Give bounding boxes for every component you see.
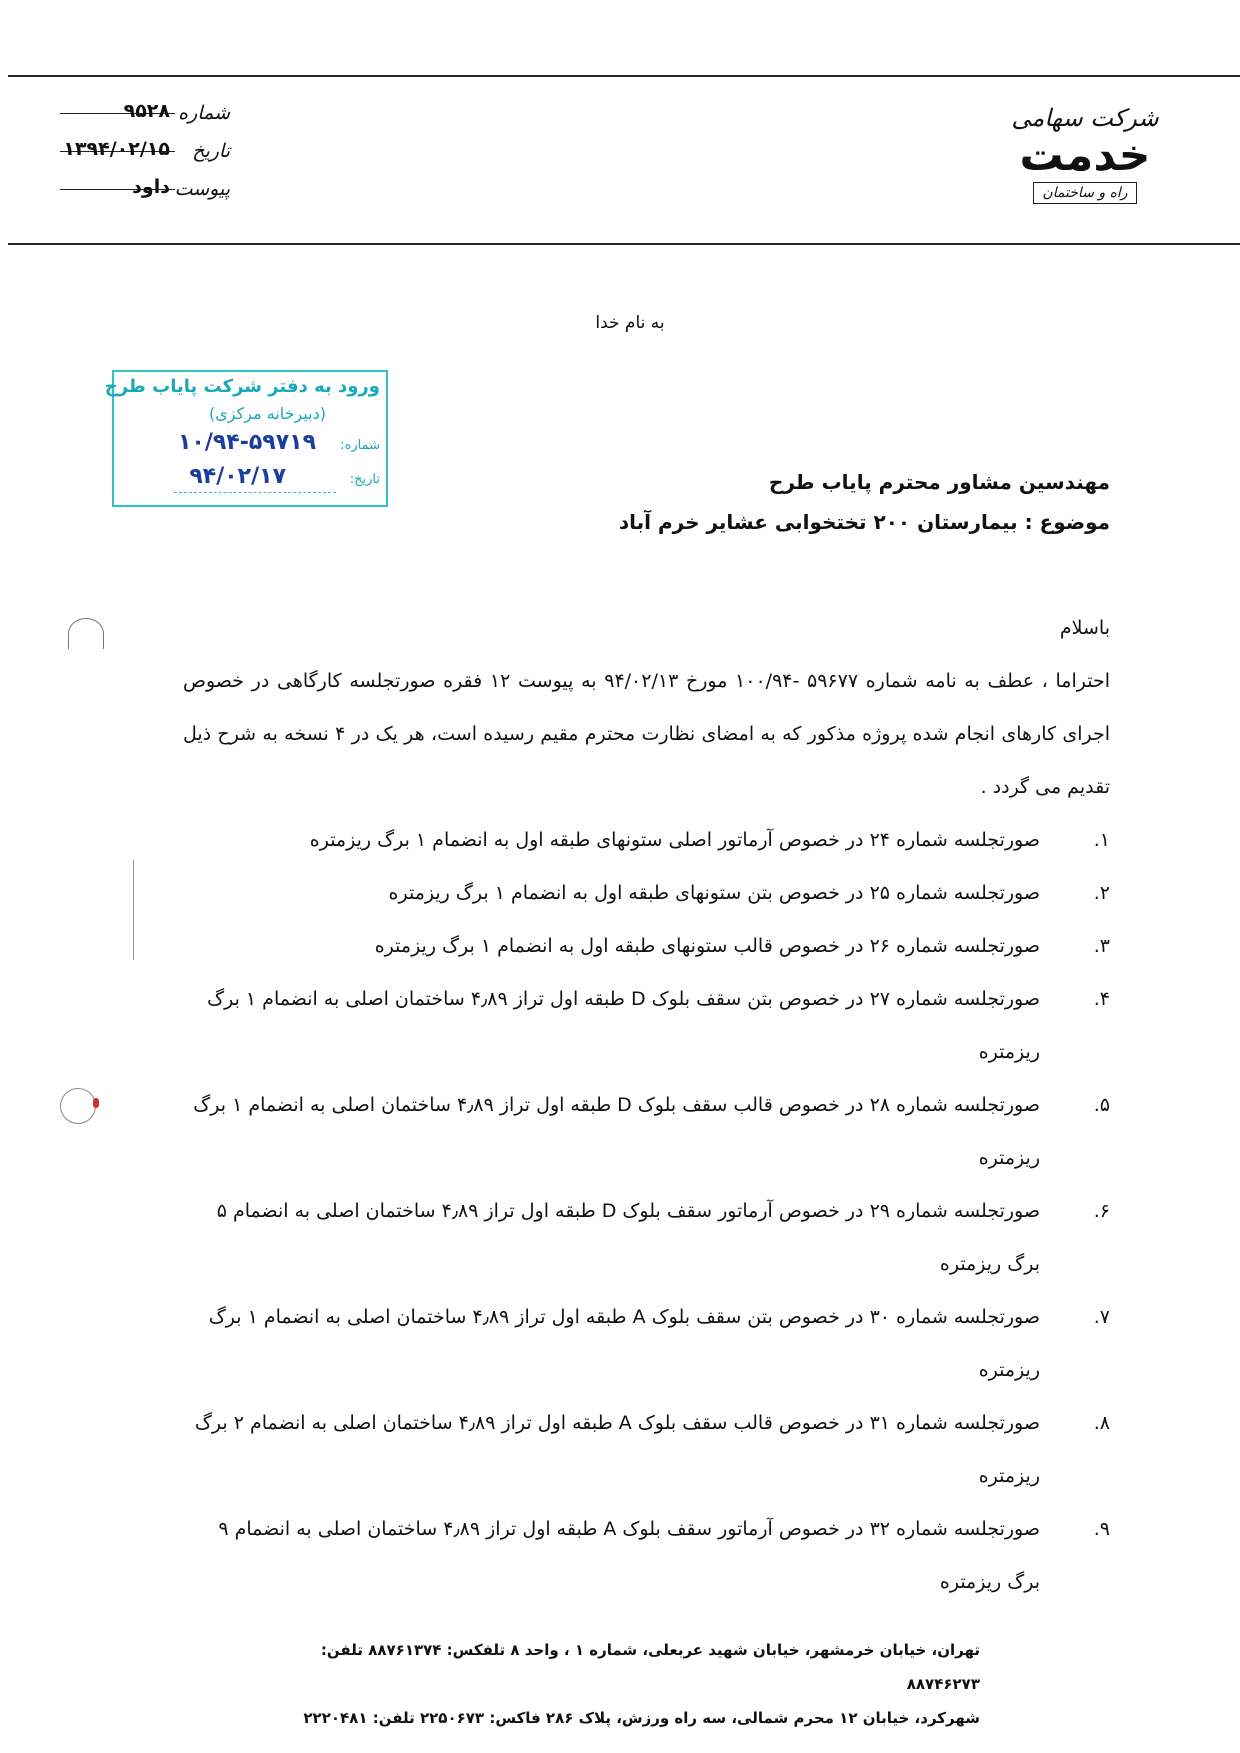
- minutes-list: [183, 814, 1110, 1609]
- list-item-number: .۷: [1093, 1306, 1110, 1328]
- meta-attachment-label: پیوست: [174, 178, 230, 200]
- salutation: باسلام: [1059, 617, 1110, 639]
- list-item: [183, 867, 1110, 920]
- list-item: [183, 1503, 1110, 1609]
- letter-meta: [60, 100, 240, 214]
- ink-mark: [93, 1098, 99, 1108]
- list-item-number: .۵: [1093, 1094, 1110, 1116]
- list-item: [183, 1397, 1110, 1503]
- meta-number-row: [60, 100, 240, 138]
- meta-number-value: ۹۵۲۸: [123, 100, 170, 122]
- stamp-title: ورود به دفتر شرکت پایاب طرح: [104, 376, 380, 397]
- list-item: [183, 814, 1110, 867]
- list-item: [183, 920, 1110, 973]
- list-item-number: .۹: [1093, 1518, 1110, 1540]
- stamp-subtitle: (دبیرخانه مرکزی): [209, 404, 326, 423]
- meta-date-value: ۱۳۹۴/۰۲/۱۵: [63, 138, 170, 160]
- punch-hole-mark: [60, 1088, 96, 1124]
- addressee: مهندسین مشاور محترم پایاب طرح: [768, 470, 1110, 494]
- stamp-number-label: شماره:: [340, 438, 380, 453]
- company-logo: [1005, 100, 1165, 230]
- list-item-text: صورتجلسه شماره ۲۵ در خصوص بتن ستونهای طبقه اول به انضمام ۱ برگ ریزمتره: [388, 882, 1040, 904]
- company-brand: خدمت: [1019, 130, 1151, 181]
- list-item-text: صورتجلسه شماره ۳۰ در خصوص بتن سقف بلوک A طبقه اول تراز ۴٫۸۹ ساختمان اصلی به انضمام ۱ برگ ریزمتره: [208, 1306, 1040, 1381]
- stamp-number-value: ۱۰/۹۴-۵۹۷۱۹: [177, 430, 316, 455]
- list-item-number: .۴: [1093, 988, 1110, 1010]
- meta-date-row: [60, 138, 240, 176]
- margin-line: [133, 860, 134, 960]
- list-item: [183, 1079, 1110, 1185]
- footer-shahrekord-address: شهرکرد، خیابان ۱۲ محرم شمالی، سه راه ورزش، پلاک ۲۸۶ فاکس: ۲۲۵۰۶۷۳ تلفن: ۲۲۲۰۴۸۱: [303, 1709, 980, 1727]
- list-item-text: صورتجلسه شماره ۲۸ در خصوص قالب سقف بلوک D طبقه اول تراز ۴٫۸۹ ساختمان اصلی به انضمام ۱ برگ ریزمتره: [193, 1094, 1040, 1169]
- subject-line: موضوع : بیمارستان ۲۰۰ تختخوابی عشایر خرم آباد: [618, 510, 1110, 534]
- header-bottom-rule: [8, 243, 1240, 245]
- meta-number-label: شماره: [178, 102, 230, 124]
- meta-attachment-value: داود: [132, 176, 170, 198]
- stamp-date-value: ۹۴/۰۲/۱۷: [189, 464, 286, 489]
- company-division: راه و ساختمان: [1033, 182, 1136, 204]
- basmala: به نام خدا: [595, 313, 665, 333]
- stamp-underline: [174, 492, 336, 493]
- list-item-number: .۲: [1093, 882, 1110, 904]
- company-name: شرکت سهامی: [1011, 104, 1159, 132]
- punch-hole-mark: [68, 618, 104, 649]
- list-item-text: صورتجلسه شماره ۳۲ در خصوص آرماتور سقف بلوک A طبقه اول تراز ۴٫۸۹ ساختمان اصلی به انضمام ۹ برگ ریزمتره: [218, 1518, 1040, 1593]
- list-item-text: صورتجلسه شماره ۲۷ در خصوص بتن سقف بلوک D طبقه اول تراز ۴٫۸۹ ساختمان اصلی به انضمام ۱ برگ ریزمتره: [207, 988, 1040, 1063]
- list-item-text: صورتجلسه شماره ۲۴ در خصوص آرماتور اصلی ستونهای طبقه اول به انضمام ۱ برگ ریزمتره: [309, 829, 1040, 851]
- list-item-number: .۸: [1093, 1412, 1110, 1434]
- footer-tehran-address: تهران، خیابان خرمشهر، خیابان شهید عربعلی، شماره ۱ ، واحد ۸ تلفکس: ۸۸۷۶۱۳۷۴ تلفن: ۸۸۷۴۶۲۷۳: [320, 1641, 980, 1693]
- list-item-text: صورتجلسه شماره ۲۶ در خصوص قالب ستونهای طبقه اول به انضمام ۱ برگ ریزمتره: [374, 935, 1040, 957]
- list-item-number: .۱: [1093, 829, 1110, 851]
- list-item: [183, 973, 1110, 1079]
- list-item-number: .۳: [1093, 935, 1110, 957]
- list-item-number: .۶: [1093, 1200, 1110, 1222]
- header-top-rule: [8, 75, 1240, 77]
- stamp-date-label: تاریخ:: [349, 472, 380, 487]
- meta-attachment-row: [60, 176, 240, 214]
- list-item-text: صورتجلسه شماره ۲۹ در خصوص آرماتور سقف بلوک D طبقه اول تراز ۴٫۸۹ ساختمان اصلی به انضمام ۵ برگ ریزمتره: [216, 1200, 1040, 1275]
- letter-footer: [260, 1633, 980, 1735]
- list-item: [183, 1185, 1110, 1291]
- intro-paragraph: احتراما ، عطف به نامه شماره ۵۹۶۷۷ -۱۰۰/۹۴ مورخ ۹۴/۰۲/۱۳ به پیوست ۱۲ فقره صورتجلسه کارگاهی در خصوص اجرای کارهای انجام شده پروژه مذکور که به امضای نظارت محترم مقیم رسیده است، هر یک در ۴ نسخه به شرح ذیل تقدیم می گردد .: [183, 670, 1110, 798]
- letter-body: [183, 602, 1110, 1609]
- meta-date-label: تاریخ: [192, 140, 230, 162]
- list-item: [183, 1291, 1110, 1397]
- list-item-text: صورتجلسه شماره ۳۱ در خصوص قالب سقف بلوک A طبقه اول تراز ۴٫۸۹ ساختمان اصلی به انضمام ۲ برگ ریزمتره: [194, 1412, 1040, 1487]
- received-stamp: [104, 370, 388, 507]
